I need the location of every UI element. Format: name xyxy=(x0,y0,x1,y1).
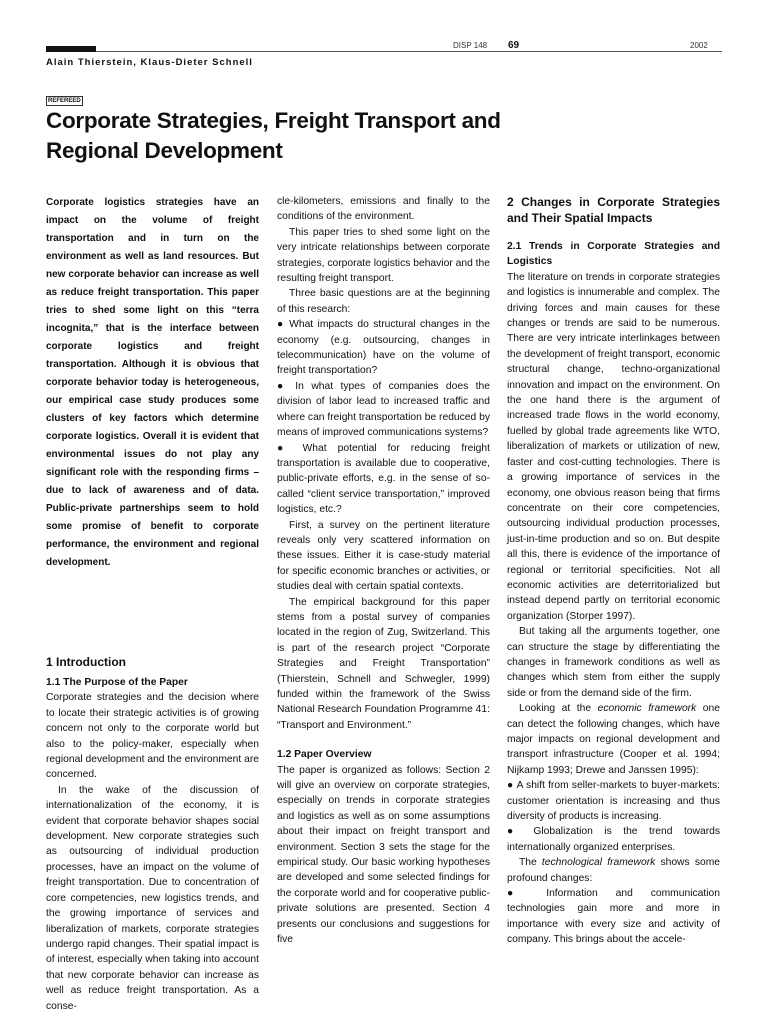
text-run: one can detect the following changes, which have major impacts on regional development and transport infrastructure (Cooper et al. 1994; Nijkamp 1993; Drewe and Janssen 1995): xyxy=(507,703,720,776)
section-heading-introduction: 1 Introduction xyxy=(46,655,126,669)
subsection-heading-trends: 2.1 Trends in Corporate Strategies and Logistics xyxy=(507,241,720,268)
bullet-item: ● In what types of companies does the division of labor lead to increased traffic and where can freight transportation be reduced by means of improved communications systems? xyxy=(277,379,490,441)
paragraph: The empirical background for this paper stems from a postal survey of companies located in the region of Zug, Switzerland. This is part of the research project “Corporate Strategies and Freight Transportation” (Thierstein, Schnell and Schwegler, 1999) funded within the framework of the Swiss National Research Foundation Programme 41: “Transport and Environment.” xyxy=(277,596,490,731)
spacer xyxy=(507,226,720,239)
spacer xyxy=(277,733,490,747)
refereed-tag: REFEREED xyxy=(48,98,81,104)
text-run: Looking at the xyxy=(519,703,598,715)
bullet-item: ● A shift from seller-markets to buyer-markets: customer orientation is increasing and thus diversity of products is increasing. xyxy=(507,778,720,824)
bullet-item: ● What impacts do structural changes in the economy (e.g. outsourcing, changes in telecommunication) have on the volume of freight transportation? xyxy=(277,317,490,379)
paragraph: The paper is organized as follows: Section 2 will give an overview on corporate strategies, especially on trends in corporate strategies and logistics as well as on some assumptions about their impact on freight transport and environment. Section 3 sets the stage for the empirical study. Our basic working hypotheses are developed and some selected findings for the corporate world and for cooperative public-private solutions are presented. Section 4 presents our conclusions and suggestions for five xyxy=(277,764,490,946)
text-run: shows some profound changes: xyxy=(507,857,721,884)
column-1 xyxy=(46,194,259,1014)
year-label: 2002 xyxy=(690,41,708,50)
paragraph: In the wake of the discussion of internationalization of the economy, it is evident that corporate behavior shapes social development. New corporate strategies such as outsourcing of individual production processes, have an impact on the volume of freight transportation. Due to concentration of core competencies, new logistics trends, and the growing importance of services and liberalization of markets, corporate strategies undergo rapid changes. Their spatial impact is of interest, especially when taking into account that new corporate behavior can increase as well as reduce freight transportation. As a conse- xyxy=(46,784,259,1012)
paragraph: Three basic questions are at the beginning of this research: xyxy=(277,288,490,315)
paragraph: Corporate strategies and the decision where to locate their strategic activities is of growing concern not only to the corporate world but also to the policy-maker, especially when regional development and the environment are concerned. xyxy=(46,692,259,781)
paragraph: But taking all the arguments together, one can structure the stage by differentiating the changes in framework conditions as well as changes which stem from either the supply side or from the demand side of the firm. xyxy=(507,626,720,699)
subsection-heading-purpose: 1.1 The Purpose of the Paper xyxy=(46,677,188,688)
paragraph: The literature on trends in corporate strategies and logistics is innumerable and complex. The driving forces and main causes for these changes or trends are said to be numerous. There are very intricate interlinkages between the development of freight transport, economic structural change, techno-organizational innovation and impact on the environment. On the one hand there is the argument of increased trade flows in the world economy, fuelled by global trade agreements like WTO, liberalization of markets or utilization of new, faster and cost-cutting technologies. There is a growing importance of services in the economy, one obvious reason being that firms concentrate on their core competencies, outsourcing individual production processes, just-in-time production and so on. But despite all this, there is evidence of the importance of regional or territorial specificities. Not all economic activities are deterritorialized but instead depend partly on territorial economic organization (Storper 1997). xyxy=(507,271,720,622)
bullet-item: ● What potential for reducing freight transportation is available due to cooperative, public-private efforts, e.g. in the sense of so-called “client service transportation,” improved logistics, etc.? xyxy=(277,441,490,518)
header-rule-thick xyxy=(46,46,96,52)
text-run: The xyxy=(519,857,542,869)
column-2 xyxy=(277,194,490,948)
page-number: 69 xyxy=(508,40,520,51)
paragraph: cle-kilometers, emissions and finally to the conditions of the environment. xyxy=(277,196,490,223)
paragraph xyxy=(507,701,720,778)
subsection-heading-overview: 1.2 Paper Overview xyxy=(277,749,372,761)
section-heading-changes: 2 Changes in Corporate Strategies and Their Spatial Impacts xyxy=(507,195,720,225)
authors: Alain Thierstein, Klaus-Dieter Schnell xyxy=(46,57,253,68)
emphasis: economic framework xyxy=(597,703,697,715)
bullet-item: ● Globalization is the trend towards internationally organized enterprises. xyxy=(507,824,720,855)
abstract: Corporate logistics strategies have an impact on the volume of freight transportation and in turn on the environment as well as land resources. But new corporate behavior can increase as well as reduce freight transportation. This paper tries to shed some light on this “terra incognita,” that is the interface between corporate logistics and freight transportation. Although it is obvious that corporate behavior today is heterogeneous, our empirical case study produces some clusters of key factors which determine corporate logistics. Overall it is evident that environmental issues do not play any significant role with the responding firms – due to lack of awareness and of data. Public-private partnerships seem to hold some promise of benefit to corporate performance, the environment and regional development. xyxy=(46,197,259,568)
article-title: Corporate Strategies, Freight Transport and Regional Development xyxy=(46,108,501,163)
spacer xyxy=(46,572,259,654)
bullet-item: ● Information and communication technologies gain more and more in importance with every size and activity of company. This brings about the accele- xyxy=(507,886,720,948)
paragraph: First, a survey on the pertinent literature reveals only very scattered information on these issues. Either it is case-study material for specific economic branches or activities, or studies deal with certain spatial contexts. xyxy=(277,519,490,593)
emphasis: technological framework xyxy=(541,857,656,869)
paragraph xyxy=(507,855,720,886)
paragraph: This paper tries to shed some light on the very intricate relationships between corporate strategies, corporate logistics behavior and the resulting freight transport. xyxy=(277,226,490,285)
column-3 xyxy=(507,194,720,948)
header-rule xyxy=(96,51,722,52)
journal-label: DISP 148 xyxy=(453,41,488,50)
